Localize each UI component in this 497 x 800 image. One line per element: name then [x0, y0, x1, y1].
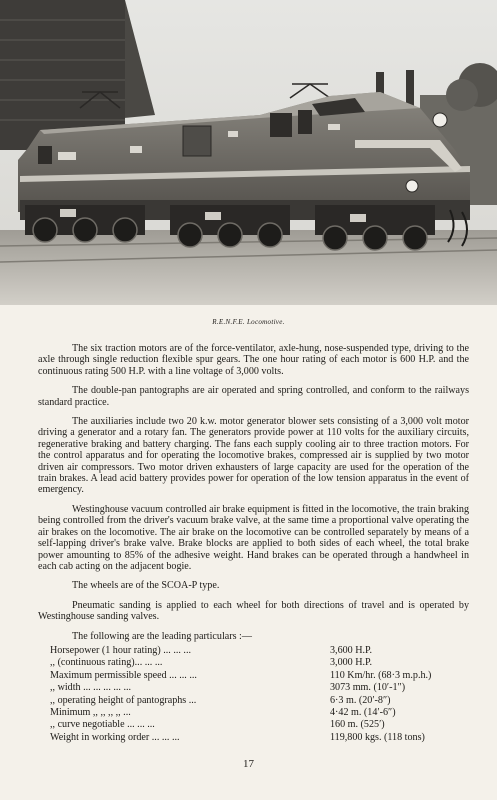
spec-row [50, 682, 431, 694]
paragraph-brakes: Westinghouse vacuum controlled air brake equipment is fitted in the locomotive, the train braking being controlled from the driver's vacuum brake valve, at the same time a proportional valve operating the air brakes on the locomotive. The air brake on the locomotive can be controlled separately by means of a self-lapping driver's brake valve. Brake blocks are applied to both sides of each wheel, the total brake power amounting to 85% of the adhesive weight. Hand brakes can be operated through a handwheel in each cab acting on the adjacent bogie. [38, 503, 469, 572]
spec-row [50, 695, 431, 707]
spec-value: 6·3 m. (20′-8″) [330, 694, 391, 706]
spec-row [50, 657, 431, 669]
paragraph-sanding: Pneumatic sanding is applied to each wheel for both directions of travel and is operated by Westinghouse sanding valves. [38, 599, 469, 623]
paragraph-auxiliaries: The auxiliaries include two 20 k.w. motor generator blower sets consisting of a 3,000 volt motor driving a generator and a rotary fan. The generators provide power at 110 volts for the auxiliary circuits, regenerative braking and battery charging. The fans each supply cooling air to three traction motors. For the control apparatus and for operating the locomotive brakes, compressed air is supplied by two motor driven air compressors. Two motor driven exhausters of large capacity are used for the operation of the train brakes. A lead acid battery provides power for operation of the low tension apparatus in the event of emergency. [38, 416, 469, 496]
spec-value: 160 m. (525′) [330, 719, 385, 731]
spec-label: Horsepower (1 hour rating) ... ... ... [50, 644, 191, 656]
spec-label: ,, operating height of pantographs ... [50, 694, 197, 706]
spec-row [50, 719, 431, 731]
spec-value: 3073 mm. (10′-1″) [330, 682, 406, 694]
spec-label: ,, (continuous rating)... ... ... [50, 657, 163, 669]
spec-row [50, 732, 431, 744]
spec-value: 3,600 H.P. [330, 644, 373, 656]
photo-caption: R.E.N.F.E. Locomotive. [212, 318, 285, 326]
spec-row [50, 645, 431, 657]
spec-value: 4·42 m. (14′-6″) [330, 706, 396, 718]
spec-value: 119,800 kgs. (118 tons) [330, 731, 425, 743]
spec-label: Maximum permissible speed ... ... ... [50, 669, 197, 681]
body-text [38, 343, 469, 744]
spec-value: 3,000 H.P. [330, 657, 373, 669]
specs-table [50, 645, 431, 744]
locomotive-photo [0, 0, 497, 305]
spec-label: Minimum ,, ,, ,, ,, ... [50, 706, 131, 718]
page-number: 17 [243, 758, 254, 770]
paragraph-pantographs: The double-pan pantographs are air operated and spring controlled, and conform to the railways standard practice. [38, 385, 469, 408]
spec-row [50, 707, 431, 719]
spec-label: Weight in working order ... ... ... [50, 731, 180, 743]
spec-value: 110 Km/hr. (68·3 m.p.h.) [330, 669, 432, 681]
paragraph-wheels: The wheels are of the SCOA-P type. [72, 580, 220, 592]
spec-label: ,, width ... ... ... ... ... [50, 682, 132, 694]
paragraph-particulars-intro: The following are the leading particulars :— [72, 630, 252, 642]
paragraph-traction-motors: The six traction motors are of the force-ventilator, axle-hung, nose-suspended type, driving to the axle through single reduction flexible spur gears. The one hour rating of each motor is 600 H.P. and the continuous rating 500 H.P. with a line voltage of 3,000 volts. [38, 343, 469, 377]
spec-row [50, 670, 431, 682]
spec-label: ,, curve negotiable ... ... ... [50, 719, 155, 731]
